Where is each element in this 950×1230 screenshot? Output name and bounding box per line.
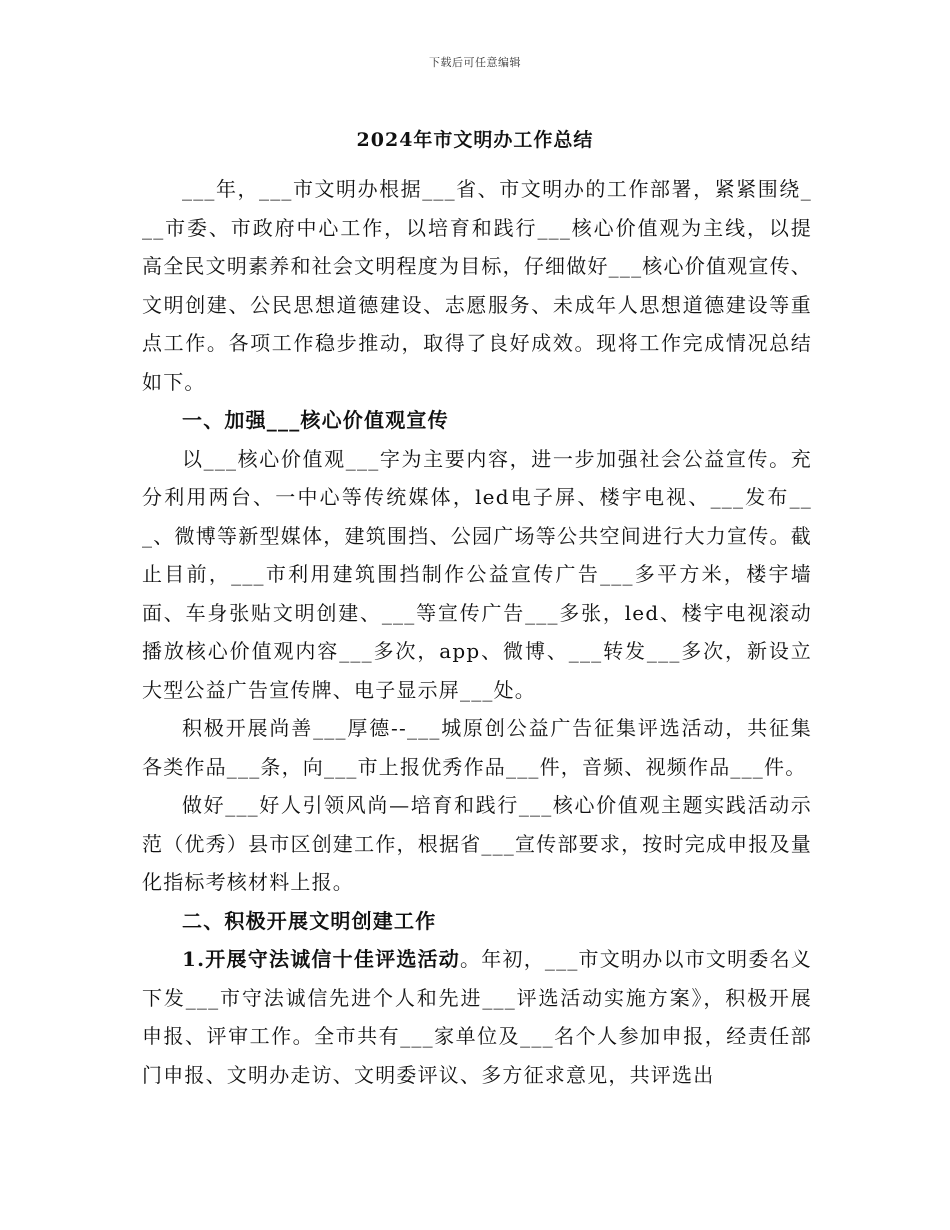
section-1-paragraph-2: 积极开展尚善___厚德--___城原创公益广告征集评选活动，共征集各类作品___条，向___市上报优秀作品___件，音频、视频作品___件。 [142,716,812,779]
page-title: 2024年市文明办工作总结 [356,129,594,151]
section-2-item-1-lead: 1.开展守法诚信十佳评选活动 [182,947,461,971]
section-2-item-1 [142,940,812,1094]
section-1-paragraph-1: 以___核心价值观___字为主要内容，进一步加强社会公益宣传。充分利用两台、一中心等传统媒体，led电子屏、楼宇电视、___发布___、微博等新型媒体，建筑围挡、公园广场等公共空间进行大力宣传。截止目前，___市利用建筑围挡制作公益宣传广告___多平方米，楼宇墙面、车身张贴文明创建、___等宣传广告___多张，led、楼宇电视滚动播放核心价值观内容___多次，app、微博、___转发___多次，新设立大型公益广告宣传牌、电子显示屏___处。 [142,446,812,702]
section-2-heading: 二、积极开展文明创建工作 [182,908,437,933]
section-1-paragraph-3: 做好___好人引领风尚—培育和践行___核心价值观主题实践活动示范（优秀）县市区创建工作，根据省___宣传部要求，按时完成申报及量化指标考核材料上报。 [142,793,812,894]
section-1-heading: 一、加强___核心价值观宣传 [182,408,449,432]
intro-paragraph: ___年，___市文明办根据___省、市文明办的工作部署，紧紧围绕___市委、市政府中心工作，以培育和践行___核心价值观为主线，以提高全民文明素养和社会文明程度为目标，仔细做好___核心价值观宣传、文明创建、公民思想道德建设、志愿服务、未成年人思想道德建设等重点工作。各项工作稳步推动，取得了良好成效。现将工作完成情况总结如下。 [142,177,812,394]
header-note: 下载后可任意编辑 [429,56,521,69]
document-body [142,170,812,1094]
section-2-item-1-text: 。年初，___市文明办以市文明委名义下发___市守法诚信先进个人和先进___评选活动实施方案》，积极开展申报、评审工作。全市共有___家单位及___名个人参加申报，经责任部门申报、文明办走访、文明委评议、多方征求意见，共评选出 [142,947,812,1087]
